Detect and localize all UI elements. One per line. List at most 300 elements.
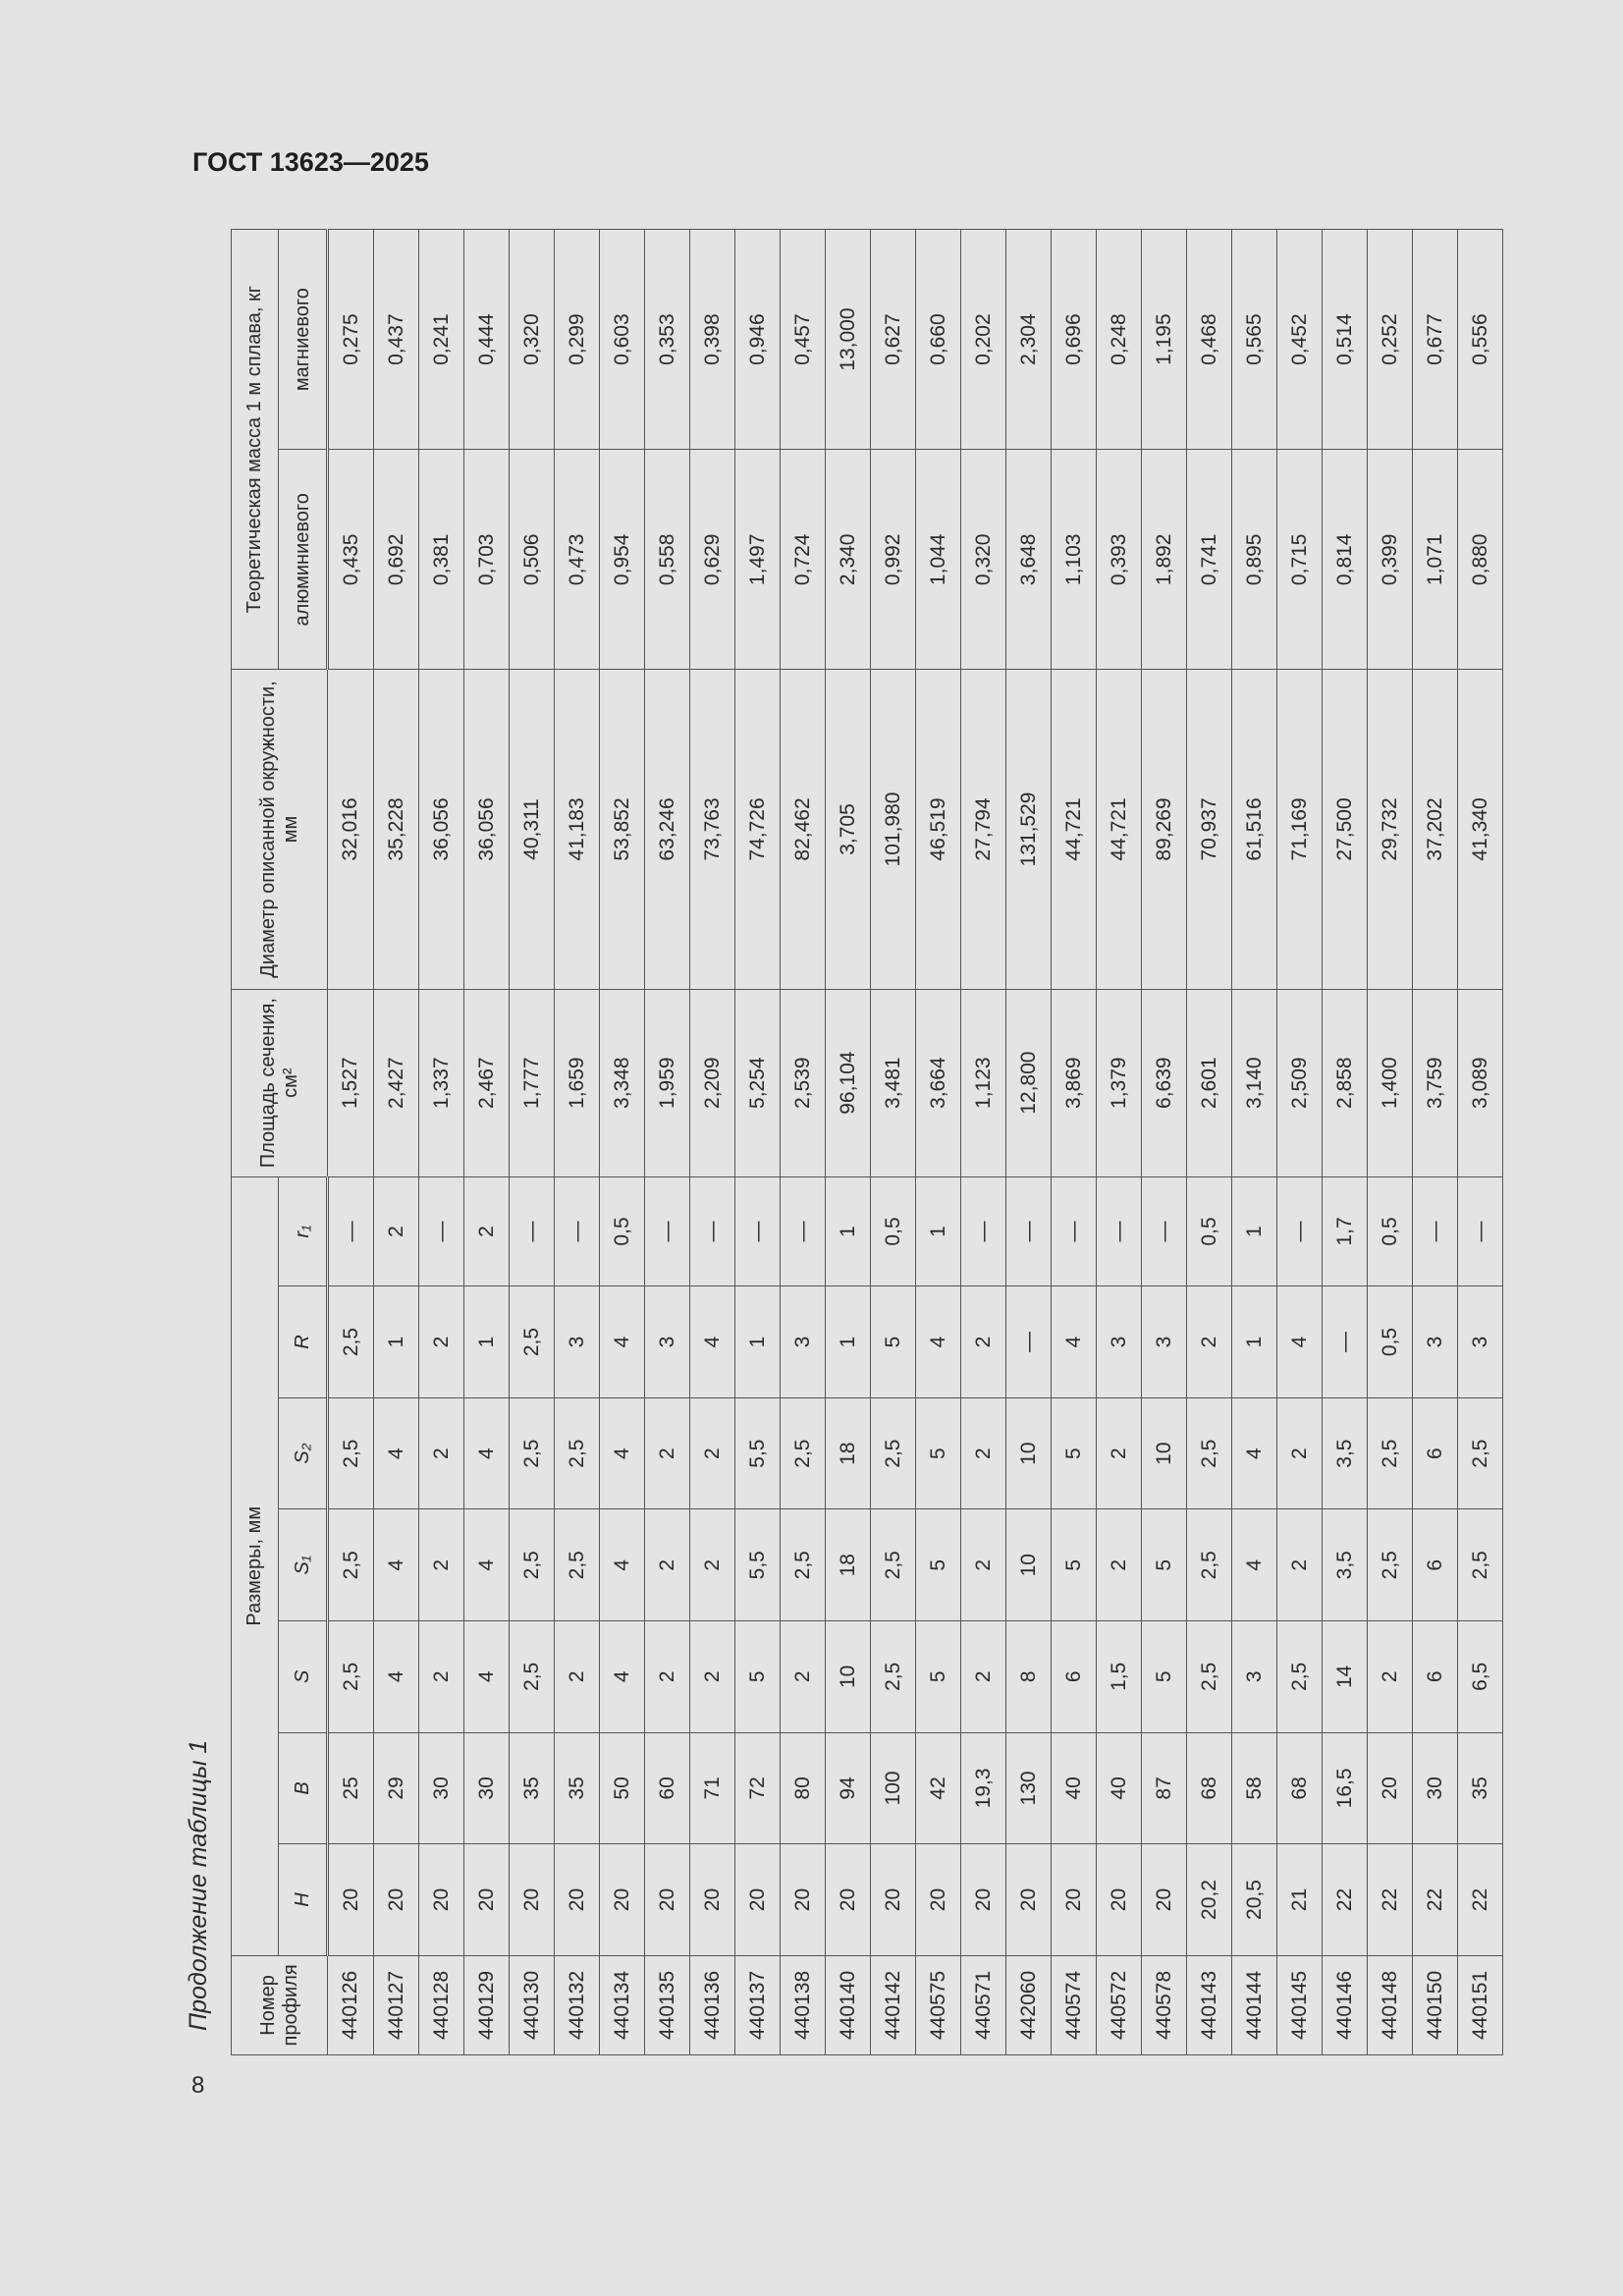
- cell-magnesium-mass: 0,452: [1277, 230, 1323, 450]
- cell-diameter: 35,228: [374, 670, 419, 989]
- cell-diameter: 101,980: [871, 670, 916, 989]
- cell-magnesium-mass: 0,202: [961, 230, 1006, 450]
- header-r1: r₁: [279, 1176, 328, 1286]
- cell-aluminum-mass: 0,692: [374, 450, 419, 670]
- cell-aluminum-mass: 0,703: [464, 450, 510, 670]
- cell-B: 19,3: [961, 1732, 1006, 1844]
- cell-diameter: 3,705: [826, 670, 871, 989]
- cell-aluminum-mass: 0,473: [555, 450, 600, 670]
- cell-H: 20: [735, 1844, 781, 1956]
- cell-H: 20: [645, 1844, 690, 1956]
- cell-S2: 4: [374, 1397, 419, 1509]
- cell-diameter: 63,246: [645, 670, 690, 989]
- cell-aluminum-mass: 0,741: [1187, 450, 1232, 670]
- cell-S2: 6: [1413, 1397, 1458, 1509]
- cell-area: 1,400: [1368, 989, 1413, 1176]
- table-row: [1277, 230, 1323, 2055]
- cell-R: 3: [1413, 1286, 1458, 1398]
- table-row: [871, 230, 916, 2055]
- cell-magnesium-mass: 0,275: [328, 230, 374, 450]
- cell-B: 30: [464, 1732, 510, 1844]
- cell-R: 1: [826, 1286, 871, 1398]
- cell-r1: —: [1097, 1176, 1142, 1286]
- table-row: [961, 230, 1006, 2055]
- cell-S: 6: [1052, 1621, 1097, 1733]
- cell-S: 2: [961, 1621, 1006, 1733]
- cell-S: 2,5: [1187, 1621, 1232, 1733]
- table-row: [1323, 230, 1368, 2055]
- cell-profile-number: 440143: [1187, 1955, 1232, 2054]
- cell-diameter: 70,937: [1187, 670, 1232, 989]
- cell-S1: 2,5: [1458, 1509, 1503, 1621]
- cell-profile-number: 440136: [690, 1955, 735, 2054]
- cell-magnesium-mass: 0,252: [1368, 230, 1413, 450]
- cell-R: 5: [871, 1286, 916, 1398]
- cell-R: 2: [419, 1286, 464, 1398]
- cell-profile-number: 440129: [464, 1955, 510, 2054]
- cell-aluminum-mass: 0,393: [1097, 450, 1142, 670]
- cell-r1: 0,5: [600, 1176, 645, 1286]
- cell-magnesium-mass: 0,241: [419, 230, 464, 450]
- cell-H: 20,5: [1232, 1844, 1277, 1956]
- table-row: [1052, 230, 1097, 2055]
- cell-H: 20: [826, 1844, 871, 1956]
- cell-area: 2,858: [1323, 989, 1368, 1176]
- cell-area: 5,254: [735, 989, 781, 1176]
- cell-S2: 18: [826, 1397, 871, 1509]
- cell-S1: 2,5: [555, 1509, 600, 1621]
- cell-S1: 4: [1232, 1509, 1277, 1621]
- cell-diameter: 41,340: [1458, 670, 1503, 989]
- cell-R: 1: [735, 1286, 781, 1398]
- cell-S: 1,5: [1097, 1621, 1142, 1733]
- cell-H: 20: [1142, 1844, 1187, 1956]
- cell-S: 10: [826, 1621, 871, 1733]
- cell-R: 4: [1052, 1286, 1097, 1398]
- cell-S2: 2: [1277, 1397, 1323, 1509]
- cell-area: 1,379: [1097, 989, 1142, 1176]
- cell-r1: 2: [374, 1176, 419, 1286]
- cell-area: 3,140: [1232, 989, 1277, 1176]
- cell-S1: 2,5: [1187, 1509, 1232, 1621]
- cell-profile-number: 440135: [645, 1955, 690, 2054]
- cell-H: 20: [1006, 1844, 1052, 1956]
- cell-B: 20: [1368, 1732, 1413, 1844]
- cell-area: 1,123: [961, 989, 1006, 1176]
- cell-diameter: 44,721: [1097, 670, 1142, 989]
- cell-magnesium-mass: 0,565: [1232, 230, 1277, 450]
- cell-S: 5: [916, 1621, 961, 1733]
- cell-H: 20: [328, 1844, 374, 1956]
- cell-S: 4: [464, 1621, 510, 1733]
- cell-H: 20: [690, 1844, 735, 1956]
- cell-area: 1,777: [510, 989, 555, 1176]
- cell-area: 6,639: [1142, 989, 1187, 1176]
- cell-H: 20: [510, 1844, 555, 1956]
- cell-profile-number: 440145: [1277, 1955, 1323, 2054]
- cell-profile-number: 440130: [510, 1955, 555, 2054]
- cell-S: 14: [1323, 1621, 1368, 1733]
- cell-S1: 5,5: [735, 1509, 781, 1621]
- cell-profile-number: 440151: [1458, 1955, 1503, 2054]
- cell-aluminum-mass: 0,629: [690, 450, 735, 670]
- cell-S2: 2: [690, 1397, 735, 1509]
- cell-S1: 2,5: [871, 1509, 916, 1621]
- header-diameter: Диаметр описанной окружности, мм: [232, 670, 328, 989]
- cell-profile-number: 440127: [374, 1955, 419, 2054]
- cell-diameter: 29,732: [1368, 670, 1413, 989]
- cell-diameter: 41,183: [555, 670, 600, 989]
- cell-B: 30: [1413, 1732, 1458, 1844]
- table-row: [1142, 230, 1187, 2055]
- cell-aluminum-mass: 0,558: [645, 450, 690, 670]
- cell-r1: —: [1458, 1176, 1503, 1286]
- cell-r1: —: [555, 1176, 600, 1286]
- cell-S2: 2,5: [781, 1397, 826, 1509]
- cell-diameter: 32,016: [328, 670, 374, 989]
- cell-area: 96,104: [826, 989, 871, 1176]
- table-row: [374, 230, 419, 2055]
- cell-aluminum-mass: 1,044: [916, 450, 961, 670]
- cell-S: 2: [690, 1621, 735, 1733]
- cell-S2: 2,5: [1368, 1397, 1413, 1509]
- header-mass: Теоретическая масса 1 м сплава, кг: [232, 230, 279, 670]
- cell-S1: 5: [1142, 1509, 1187, 1621]
- cell-B: 68: [1277, 1732, 1323, 1844]
- cell-diameter: 89,269: [1142, 670, 1187, 989]
- cell-S: 2,5: [871, 1621, 916, 1733]
- cell-S: 8: [1006, 1621, 1052, 1733]
- cell-S2: 2,5: [1187, 1397, 1232, 1509]
- header-B: B: [279, 1732, 328, 1844]
- cell-profile-number: 442060: [1006, 1955, 1052, 2054]
- cell-aluminum-mass: 3,648: [1006, 450, 1052, 670]
- cell-H: 20: [419, 1844, 464, 1956]
- cell-H: 20: [961, 1844, 1006, 1956]
- cell-R: 2,5: [510, 1286, 555, 1398]
- cell-area: 1,337: [419, 989, 464, 1176]
- header-magnesium: магниевого: [279, 230, 328, 450]
- cell-aluminum-mass: 1,892: [1142, 450, 1187, 670]
- cell-diameter: 61,516: [1232, 670, 1277, 989]
- cell-profile-number: 440144: [1232, 1955, 1277, 2054]
- cell-S1: 10: [1006, 1509, 1052, 1621]
- cell-area: 3,664: [916, 989, 961, 1176]
- cell-S: 6: [1413, 1621, 1458, 1733]
- cell-H: 20: [916, 1844, 961, 1956]
- cell-magnesium-mass: 0,457: [781, 230, 826, 450]
- header-area: Площадь сечения, см²: [232, 989, 328, 1176]
- header-dimensions: Размеры, мм: [232, 1176, 279, 1955]
- cell-area: 2,467: [464, 989, 510, 1176]
- cell-S: 2: [1368, 1621, 1413, 1733]
- cell-profile-number: 440134: [600, 1955, 645, 2054]
- cell-aluminum-mass: 0,724: [781, 450, 826, 670]
- cell-B: 87: [1142, 1732, 1187, 1844]
- cell-magnesium-mass: 1,195: [1142, 230, 1187, 450]
- cell-magnesium-mass: 0,660: [916, 230, 961, 450]
- cell-profile-number: 440146: [1323, 1955, 1368, 2054]
- cell-S2: 5: [1052, 1397, 1097, 1509]
- cell-B: 35: [555, 1732, 600, 1844]
- cell-H: 20,2: [1187, 1844, 1232, 1956]
- cell-r1: 1: [916, 1176, 961, 1286]
- table-row: [781, 230, 826, 2055]
- cell-area: 2,509: [1277, 989, 1323, 1176]
- table-row: [735, 230, 781, 2055]
- cell-magnesium-mass: 13,000: [826, 230, 871, 450]
- cell-S1: 2: [961, 1509, 1006, 1621]
- rotated-table-container: [231, 229, 1497, 2055]
- cell-profile-number: 440574: [1052, 1955, 1097, 2054]
- cell-magnesium-mass: 0,248: [1097, 230, 1142, 450]
- cell-R: 4: [1277, 1286, 1323, 1398]
- cell-r1: —: [735, 1176, 781, 1286]
- cell-R: 2: [1187, 1286, 1232, 1398]
- table-row: [555, 230, 600, 2055]
- table-body: [328, 230, 1503, 2055]
- cell-aluminum-mass: 1,497: [735, 450, 781, 670]
- cell-B: 58: [1232, 1732, 1277, 1844]
- cell-S2: 2,5: [871, 1397, 916, 1509]
- cell-magnesium-mass: 0,398: [690, 230, 735, 450]
- cell-B: 25: [328, 1732, 374, 1844]
- cell-H: 20: [871, 1844, 916, 1956]
- cell-S2: 2: [645, 1397, 690, 1509]
- cell-B: 16,5: [1323, 1732, 1368, 1844]
- cell-R: 3: [781, 1286, 826, 1398]
- cell-area: 3,481: [871, 989, 916, 1176]
- cell-aluminum-mass: 0,954: [600, 450, 645, 670]
- cell-R: 2: [961, 1286, 1006, 1398]
- cell-S1: 5: [1052, 1509, 1097, 1621]
- cell-aluminum-mass: 0,715: [1277, 450, 1323, 670]
- cell-profile-number: 440150: [1413, 1955, 1458, 2054]
- cell-B: 71: [690, 1732, 735, 1844]
- cell-S: 2: [555, 1621, 600, 1733]
- cell-B: 30: [419, 1732, 464, 1844]
- cell-diameter: 74,726: [735, 670, 781, 989]
- cell-S: 4: [600, 1621, 645, 1733]
- cell-S1: 2: [645, 1509, 690, 1621]
- cell-R: 4: [600, 1286, 645, 1398]
- cell-diameter: 46,519: [916, 670, 961, 989]
- cell-profile-number: 440578: [1142, 1955, 1187, 2054]
- cell-S1: 4: [374, 1509, 419, 1621]
- cell-magnesium-mass: 2,304: [1006, 230, 1052, 450]
- cell-S1: 3,5: [1323, 1509, 1368, 1621]
- page-number: 8: [191, 2072, 205, 2099]
- cell-profile-number: 440575: [916, 1955, 961, 2054]
- cell-R: —: [1006, 1286, 1052, 1398]
- table-row: [328, 230, 374, 2055]
- cell-S: 6,5: [1458, 1621, 1503, 1733]
- cell-aluminum-mass: 0,992: [871, 450, 916, 670]
- cell-magnesium-mass: 0,320: [510, 230, 555, 450]
- cell-S2: 5: [916, 1397, 961, 1509]
- cell-H: 22: [1413, 1844, 1458, 1956]
- cell-S2: 2,5: [510, 1397, 555, 1509]
- cell-S2: 5,5: [735, 1397, 781, 1509]
- cell-R: 3: [555, 1286, 600, 1398]
- cell-S1: 18: [826, 1509, 871, 1621]
- cell-magnesium-mass: 0,946: [735, 230, 781, 450]
- cell-area: 2,539: [781, 989, 826, 1176]
- table-row: [1458, 230, 1503, 2055]
- table-row: [645, 230, 690, 2055]
- cell-diameter: 82,462: [781, 670, 826, 989]
- cell-S: 2: [419, 1621, 464, 1733]
- table-row: [1006, 230, 1052, 2055]
- cell-magnesium-mass: 0,696: [1052, 230, 1097, 450]
- cell-S1: 5: [916, 1509, 961, 1621]
- cell-profile-number: 440128: [419, 1955, 464, 2054]
- cell-r1: 0,5: [1368, 1176, 1413, 1286]
- cell-magnesium-mass: 0,677: [1413, 230, 1458, 450]
- cell-B: 35: [510, 1732, 555, 1844]
- header-S1: S₁: [279, 1509, 328, 1621]
- cell-S: 5: [1142, 1621, 1187, 1733]
- header-R: R: [279, 1286, 328, 1398]
- cell-magnesium-mass: 0,514: [1323, 230, 1368, 450]
- cell-area: 3,348: [600, 989, 645, 1176]
- cell-S: 5: [735, 1621, 781, 1733]
- table-row: [419, 230, 464, 2055]
- cell-H: 20: [464, 1844, 510, 1956]
- cell-r1: —: [1052, 1176, 1097, 1286]
- cell-diameter: 37,202: [1413, 670, 1458, 989]
- cell-S2: 2: [1097, 1397, 1142, 1509]
- cell-r1: —: [1142, 1176, 1187, 1286]
- cell-B: 100: [871, 1732, 916, 1844]
- table-caption: Продолжение таблицы 1: [185, 1739, 212, 2031]
- cell-area: 12,800: [1006, 989, 1052, 1176]
- cell-profile-number: 440140: [826, 1955, 871, 2054]
- cell-r1: 1,7: [1323, 1176, 1368, 1286]
- cell-profile-number: 440572: [1097, 1955, 1142, 2054]
- cell-R: 4: [916, 1286, 961, 1398]
- cell-r1: —: [1277, 1176, 1323, 1286]
- cell-aluminum-mass: 0,320: [961, 450, 1006, 670]
- cell-aluminum-mass: 1,103: [1052, 450, 1097, 670]
- cell-r1: 0,5: [1187, 1176, 1232, 1286]
- cell-H: 20: [600, 1844, 645, 1956]
- cell-r1: —: [1006, 1176, 1052, 1286]
- cell-area: 3,759: [1413, 989, 1458, 1176]
- cell-r1: —: [781, 1176, 826, 1286]
- cell-diameter: 73,763: [690, 670, 735, 989]
- cell-S1: 2,5: [781, 1509, 826, 1621]
- table-row: [916, 230, 961, 2055]
- cell-S2: 2,5: [328, 1397, 374, 1509]
- cell-B: 40: [1097, 1732, 1142, 1844]
- cell-R: 4: [690, 1286, 735, 1398]
- cell-r1: —: [690, 1176, 735, 1286]
- cell-S2: 10: [1006, 1397, 1052, 1509]
- cell-R: 1: [464, 1286, 510, 1398]
- cell-r1: —: [419, 1176, 464, 1286]
- cell-B: 42: [916, 1732, 961, 1844]
- cell-magnesium-mass: 0,353: [645, 230, 690, 450]
- cell-profile-number: 440142: [871, 1955, 916, 2054]
- cell-B: 29: [374, 1732, 419, 1844]
- cell-B: 50: [600, 1732, 645, 1844]
- cell-S2: 2,5: [555, 1397, 600, 1509]
- cell-area: 1,959: [645, 989, 690, 1176]
- cell-S1: 2: [1277, 1509, 1323, 1621]
- cell-S: 2,5: [1277, 1621, 1323, 1733]
- table-row: [510, 230, 555, 2055]
- cell-S: 2: [645, 1621, 690, 1733]
- cell-S2: 4: [1232, 1397, 1277, 1509]
- cell-R: 1: [374, 1286, 419, 1398]
- cell-S2: 3,5: [1323, 1397, 1368, 1509]
- table-row: [1413, 230, 1458, 2055]
- cell-area: 2,601: [1187, 989, 1232, 1176]
- cell-r1: —: [1413, 1176, 1458, 1286]
- table-row: [690, 230, 735, 2055]
- cell-r1: 1: [826, 1176, 871, 1286]
- cell-S: 2: [781, 1621, 826, 1733]
- cell-r1: —: [328, 1176, 374, 1286]
- cell-diameter: 27,794: [961, 670, 1006, 989]
- cell-H: 20: [781, 1844, 826, 1956]
- header-H: H: [279, 1844, 328, 1956]
- cell-r1: —: [510, 1176, 555, 1286]
- cell-S1: 4: [464, 1509, 510, 1621]
- cell-H: 20: [1097, 1844, 1142, 1956]
- cell-S: 4: [374, 1621, 419, 1733]
- cell-magnesium-mass: 0,603: [600, 230, 645, 450]
- cell-S: 2,5: [328, 1621, 374, 1733]
- cell-S1: 2: [419, 1509, 464, 1621]
- cell-diameter: 44,721: [1052, 670, 1097, 989]
- cell-H: 22: [1368, 1844, 1413, 1956]
- table-row: [1232, 230, 1277, 2055]
- cell-aluminum-mass: 0,895: [1232, 450, 1277, 670]
- document-title: ГОСТ 13623—2025: [192, 147, 429, 177]
- cell-S1: 2: [690, 1509, 735, 1621]
- cell-R: 2,5: [328, 1286, 374, 1398]
- cell-aluminum-mass: 0,435: [328, 450, 374, 670]
- cell-magnesium-mass: 0,299: [555, 230, 600, 450]
- cell-S2: 2: [961, 1397, 1006, 1509]
- cell-aluminum-mass: 0,399: [1368, 450, 1413, 670]
- cell-area: 1,659: [555, 989, 600, 1176]
- table-row: [1187, 230, 1232, 2055]
- cell-B: 68: [1187, 1732, 1232, 1844]
- header-S2: S₂: [279, 1397, 328, 1509]
- cell-H: 22: [1458, 1844, 1503, 1956]
- cell-S2: 4: [464, 1397, 510, 1509]
- cell-S: 2,5: [510, 1621, 555, 1733]
- cell-H: 20: [555, 1844, 600, 1956]
- cell-R: 3: [1142, 1286, 1187, 1398]
- cell-S2: 4: [600, 1397, 645, 1509]
- cell-B: 94: [826, 1732, 871, 1844]
- header-profile-number: Номер профиля: [232, 1955, 328, 2054]
- cell-R: —: [1323, 1286, 1368, 1398]
- cell-B: 130: [1006, 1732, 1052, 1844]
- cell-H: 21: [1277, 1844, 1323, 1956]
- cell-r1: 0,5: [871, 1176, 916, 1286]
- cell-R: 0,5: [1368, 1286, 1413, 1398]
- cell-r1: —: [645, 1176, 690, 1286]
- cell-S1: 2,5: [328, 1509, 374, 1621]
- profiles-table: [231, 229, 1503, 2055]
- cell-profile-number: 440126: [328, 1955, 374, 2054]
- cell-B: 60: [645, 1732, 690, 1844]
